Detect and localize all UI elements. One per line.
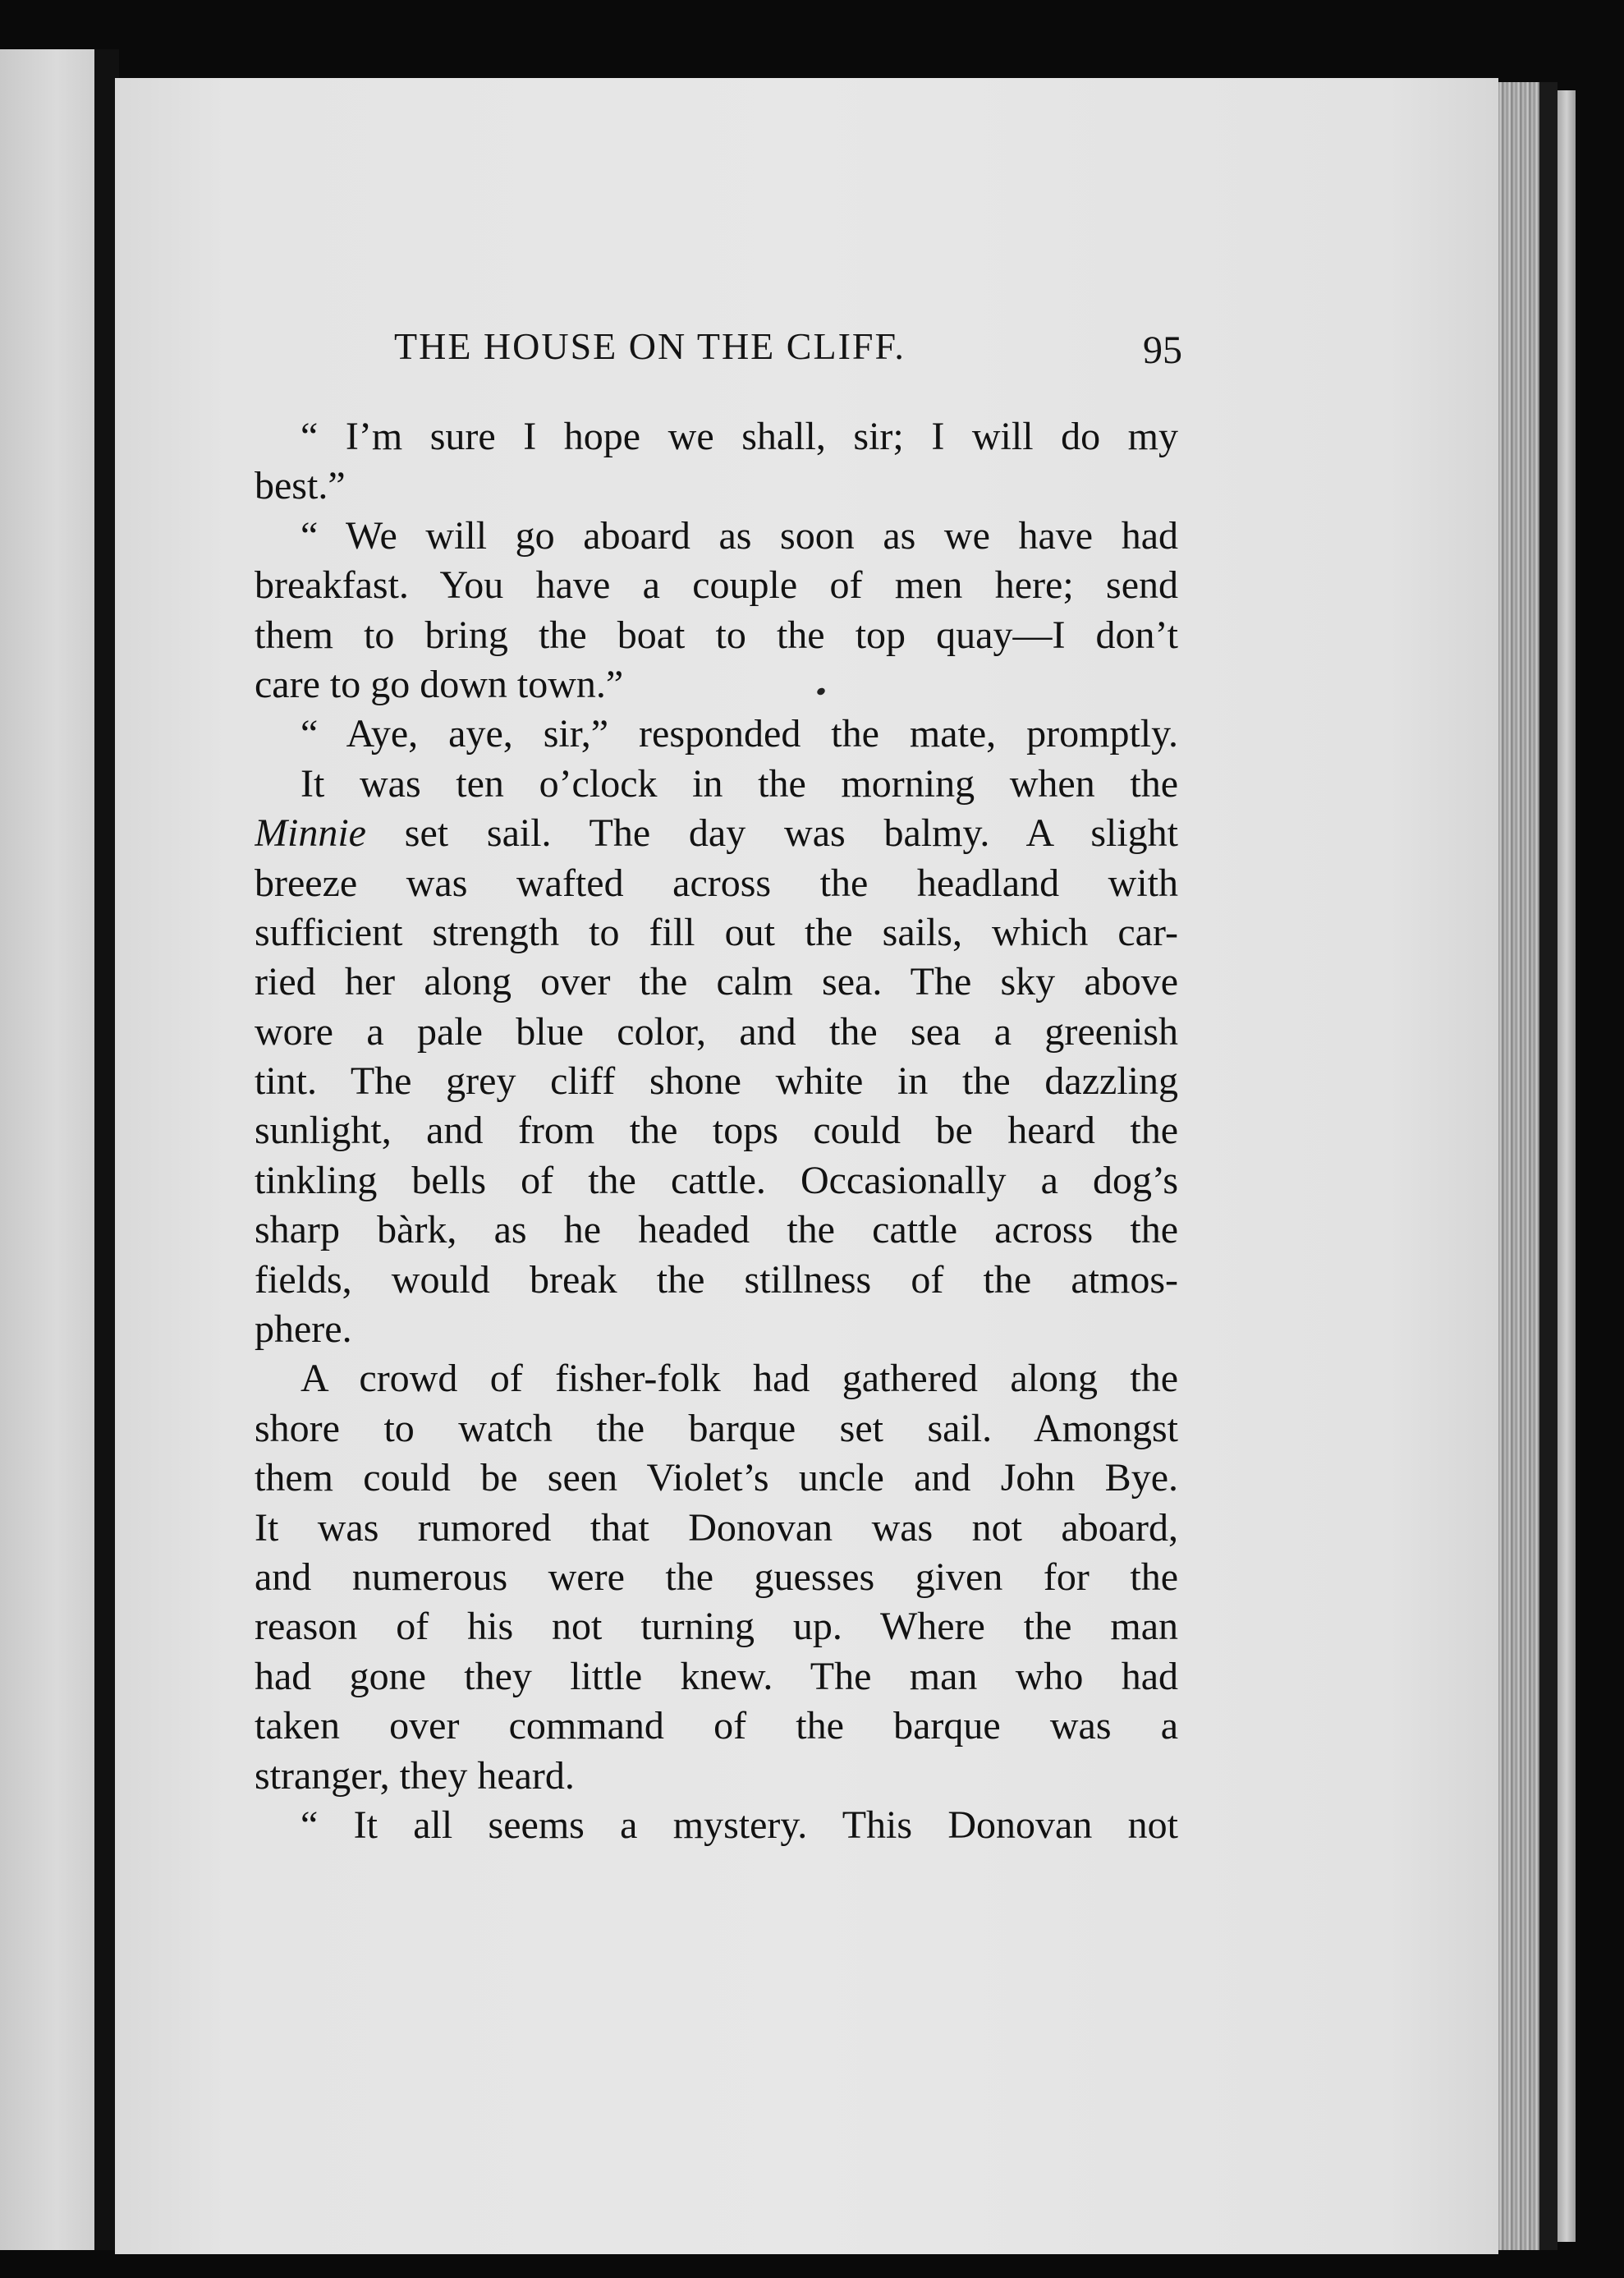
text-line-with-ship-name xyxy=(255,809,1178,858)
page-stack-outer xyxy=(1557,90,1576,2242)
text-line: breakfast. You have a couple of men here; send xyxy=(255,563,1178,608)
text-line-rest: set sail. The day was balmy. A slight xyxy=(404,811,1178,856)
text-line: taken over command of the barque was a xyxy=(255,1704,1178,1748)
text-line: best.” xyxy=(255,464,346,508)
text-line: It was rumored that Donovan was not aboard, xyxy=(255,1505,1178,1550)
text-line: “ We will go aboard as soon as we have had xyxy=(300,513,1178,558)
text-line: “ It all seems a mystery. This Donovan not xyxy=(300,1803,1178,1847)
text-line: ried her along over the calm sea. The sky above xyxy=(255,960,1178,1004)
text-line: reason of his not turning up. Where the man xyxy=(255,1605,1178,1649)
text-line: “ I’m sure I hope we shall, sir; I will do my xyxy=(300,415,1178,458)
text-line: phere. xyxy=(255,1307,352,1352)
page-stack-edge xyxy=(1498,82,1539,2250)
ship-name: Minnie xyxy=(255,811,366,856)
text-line: shore to watch the barque set sail. Amongst xyxy=(255,1406,1178,1450)
text-line: It was ten o’clock in the morning when the xyxy=(300,761,1178,806)
text-line: them could be seen Violet’s uncle and John Bye. xyxy=(255,1456,1178,1500)
text-line: and numerous were the guesses given for the xyxy=(255,1555,1178,1599)
page-stack-shadow xyxy=(1539,82,1557,2250)
text-line: them to bring the boat to the top quay—I don’t xyxy=(255,613,1178,657)
text-line: sufficient strength to fill out the sails, which car- xyxy=(255,910,1178,954)
facing-page-edge xyxy=(0,49,94,2250)
text-line: sharp bàrk, as he headed the cattle across the xyxy=(255,1208,1178,1252)
text-line: care to go down town.” xyxy=(255,662,624,706)
text-line: had gone they little knew. The man who had xyxy=(255,1654,1178,1698)
text-line: wore a pale blue color, and the sea a greenish xyxy=(255,1009,1178,1054)
text-line: tinkling bells of the cattle. Occasionally a dog’s xyxy=(255,1158,1178,1202)
running-header xyxy=(394,324,1182,382)
text-line: stranger, they heard. xyxy=(255,1753,575,1798)
text-line: fields, would break the stillness of the atmos- xyxy=(255,1257,1178,1302)
running-title: THE HOUSE ON THE CLIFF. xyxy=(394,325,906,367)
text-line: “ Aye, aye, sir,” responded the mate, promptly. xyxy=(300,712,1178,756)
text-line: A crowd of fisher-folk had gathered along the xyxy=(300,1357,1178,1401)
page-number: 95 xyxy=(1143,328,1182,372)
text-line: tint. The grey cliff shone white in the dazzling xyxy=(255,1059,1178,1104)
text-line: breeze was wafted across the headland with xyxy=(255,861,1178,905)
text-line: sunlight, and from the tops could be heard the xyxy=(255,1109,1178,1153)
body-text xyxy=(255,412,1178,1850)
